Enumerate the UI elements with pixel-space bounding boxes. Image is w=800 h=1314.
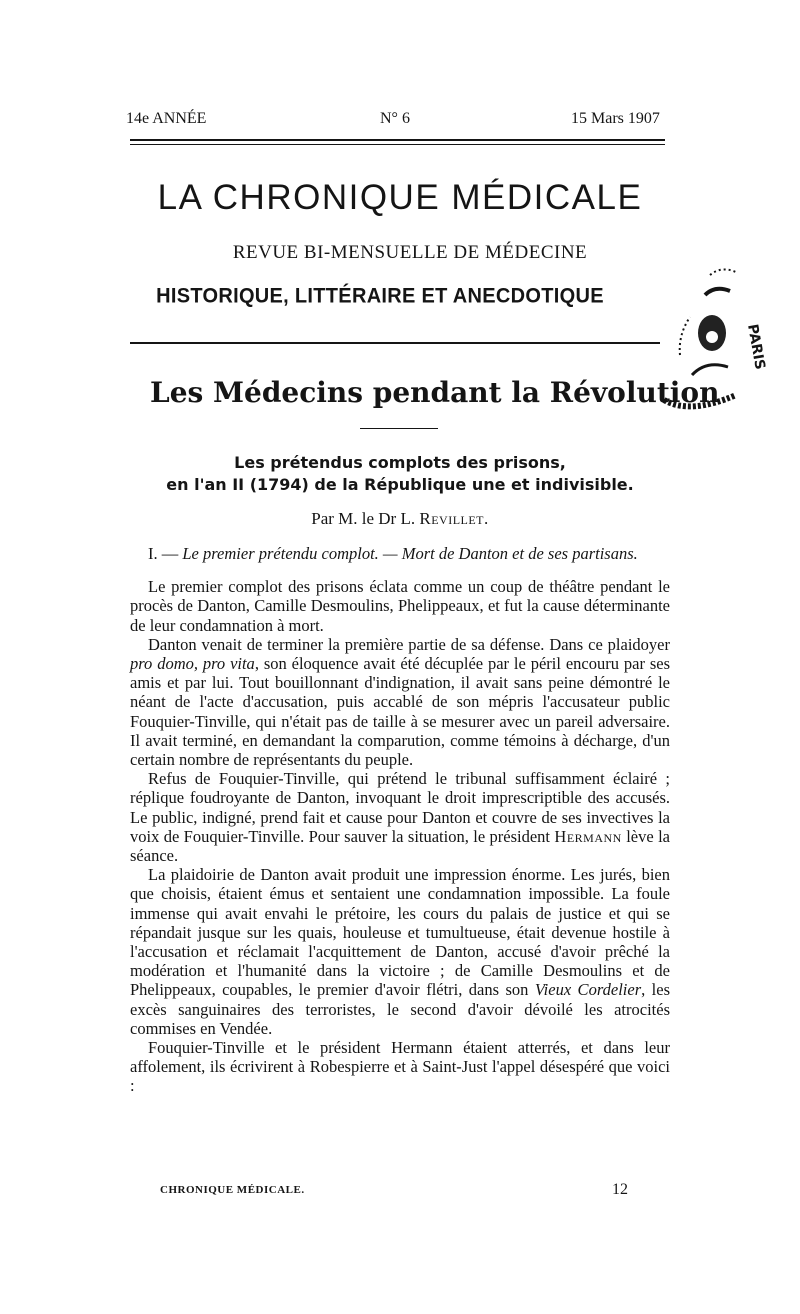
paragraph-4-text-a: La plaidoirie de Danton avait produit une impression énorme. Les jurés, bien que choisis, étaient émus et sentaient une condamnation impossible. La foule immense qui avait envahi le prétoire, les cours du palais de justice et qui se répandait jusque sur les quais, houleuse et tumultueuse, était devenue hostile à l'accusation et réclamait l'acquittement de Danton, accusé d'avoir prêché la modération et l'humanité dans la victoire ; de Camille Desmoulins et de Phelippeaux, coupables, le premier d'avoir flétri, dans son [130, 865, 670, 1000]
section-number: I. — [148, 544, 179, 563]
section-divider [360, 428, 438, 429]
paragraph-3-text-b: lève la séance. [130, 826, 670, 866]
paragraph-4-text-b: , les excès sanguinaires des terroristes, le second d'avoir dévoilé les atrocités commises en Vendée. [130, 980, 670, 1038]
article-title-line-1: Les prétendus complots des prisons, [234, 453, 566, 472]
byline [120, 509, 680, 529]
header-rule-bottom [130, 144, 665, 145]
paragraph-5: Fouquier-Tinville et le président Hermann étaient atterrés, et dans leur affolement, ils écrivirent à Robespierre et à Saint-Just l'appel désespéré que voici : [130, 1038, 670, 1096]
byline-prefix: Par M. le Dr L. [311, 509, 416, 528]
article-title [120, 452, 680, 496]
paragraph-4-italic: Vieux Cordelier [534, 980, 642, 1000]
issue-date: 15 Mars 1907 [571, 110, 660, 127]
paragraph-4 [130, 865, 670, 1038]
section-title: Les Médecins pendant la Révolution [150, 376, 720, 409]
byline-author: Revillet. [419, 509, 489, 528]
footer-journal: CHRONIQUE MÉDICALE. [160, 1184, 305, 1196]
issue-number: N° 6 [380, 110, 410, 127]
article-body [130, 544, 670, 1096]
footer-page-number: 12 [612, 1181, 628, 1198]
paragraph-3 [130, 769, 670, 865]
paragraph-2-text-a: Danton venait de terminer la première partie de sa défense. Dans ce plaidoyer [148, 634, 670, 654]
paragraph-2 [130, 635, 670, 769]
issue-year: 14e ANNÉE [126, 110, 207, 127]
paragraph-3-name: Hermann [554, 826, 622, 846]
paragraph-1: Le premier complot des prisons éclata comme un coup de théâtre pendant le procès de Danton, Camille Desmoulins, Phelippeaux, et fut la cause déterminante de leur condamnation à mort. [130, 577, 670, 635]
paragraph-2-text-b: , son éloquence avait été décuplée par le péril encouru par ses amis et par lui. Tout bouillonnant d'indignation, il avait sans peine démontré le néant de l'acte d'accusation, puis accablé de son mépris l'accusateur public Fouquier-Tinville, qui n'était pas de taille à se mesurer avec un pareil adversaire. Il avait terminé, en demandant la comparution, comme témoins à décharge, d'un certain nombre de représentants du peuple. [130, 654, 670, 770]
journal-title: LA CHRONIQUE MÉDICALE [157, 178, 643, 217]
article-title-line-2: en l'an II (1794) de la République une et indivisible. [166, 475, 634, 494]
section-heading-text: Le premier prétendu complot. — Mort de Danton et de ses partisans. [182, 544, 638, 563]
paragraph-3-text-a: Refus de Fouquier-Tinville, qui prétend le tribunal suffisamment éclairé ; réplique foudroyante de Danton, invoquant le droit imprescriptible des accusés. Le public, indigné, prend fait et cause pour Danton et couvre de ses invectives la voix de Fouquier-Tinville. Pour sauver la situation, le président [130, 769, 670, 846]
journal-subtitle-1: REVUE BI-MENSUELLE DE MÉDECINE [232, 242, 588, 263]
masthead-rule [130, 342, 660, 344]
header-rule-top [130, 139, 665, 141]
section-heading [130, 544, 670, 563]
stamp-text: PARIS [744, 322, 768, 371]
paragraph-2-italic: pro domo, pro vita [130, 654, 255, 674]
journal-subtitle-2: HISTORIQUE, LITTÉRAIRE ET ANECDOTIQUE [156, 284, 604, 308]
